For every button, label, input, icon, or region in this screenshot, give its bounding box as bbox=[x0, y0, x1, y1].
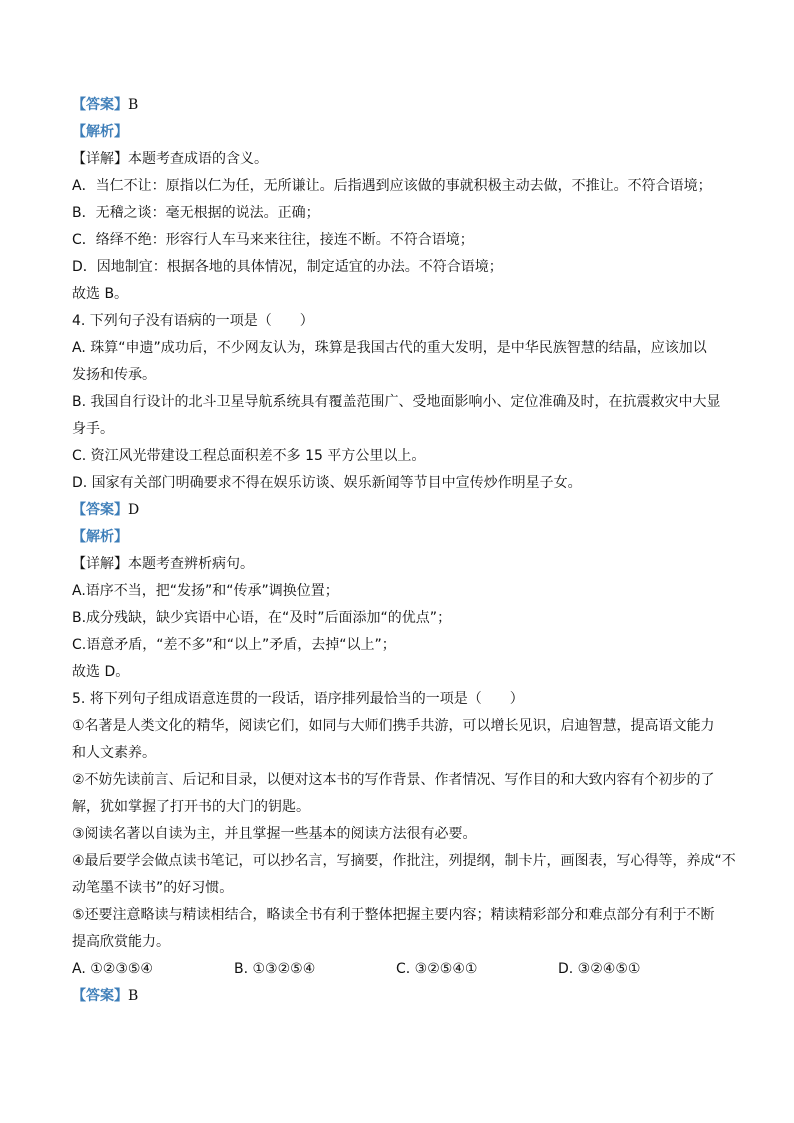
detail-text: 本题考查辨析病句。 bbox=[128, 556, 254, 572]
explanation-line: A．当仁不让：原指以仁为任，无所谦让。后指遇到应该做的事就积极主动去做，不推让。不符合语境； bbox=[72, 178, 712, 194]
answer-tag: 【答案】 bbox=[72, 988, 128, 1004]
question-stem: 4. 下列句子没有语病的一项是（ ） bbox=[72, 313, 314, 329]
answer-options bbox=[72, 956, 732, 983]
option-c: C. ③②⑤④① bbox=[396, 961, 478, 977]
answer-line bbox=[72, 92, 732, 119]
sentence-cont: 动笔墨不读书”的好习惯。 bbox=[72, 880, 234, 896]
analysis-line bbox=[72, 119, 732, 146]
answer-tag: 【答案】 bbox=[72, 502, 128, 518]
detail-line bbox=[72, 146, 732, 173]
detail-text: 本题考查成语的含义。 bbox=[128, 151, 268, 167]
question-option-cont: 身手。 bbox=[72, 421, 114, 437]
analysis-tag: 【解析】 bbox=[72, 529, 128, 545]
detail-tag: 【详解】 bbox=[72, 151, 128, 167]
sentence-cont: 提高欣赏能力。 bbox=[72, 934, 170, 950]
explanation-line: C.语意矛盾，“差不多”和“以上”矛盾，去掉“以上”； bbox=[72, 637, 396, 653]
answer-value: B bbox=[128, 97, 139, 113]
document-page bbox=[72, 92, 736, 1010]
sentence: ⑤还要注意略读与精读相结合，略读全书有利于整体把握主要内容；精读精彩部分和难点部分有利于不断 bbox=[72, 907, 715, 923]
option-d: D. ③②④⑤① bbox=[558, 961, 641, 977]
detail-line bbox=[72, 551, 732, 578]
analysis-line bbox=[72, 524, 732, 551]
option-b: B. ①③②⑤④ bbox=[234, 961, 316, 977]
explanation-line: B．无稽之谈：毫无根据的说法。正确； bbox=[72, 205, 320, 221]
option-a: A. ①②③⑤④ bbox=[72, 961, 153, 977]
sentence-cont: 和人文素养。 bbox=[72, 745, 156, 761]
question-option: B. 我国自行设计的北斗卫星导航系统具有覆盖范围广、受地面影响小、定位准确及时，在抗震救灾中大显 bbox=[72, 394, 721, 410]
answer-value: B bbox=[128, 988, 139, 1004]
explanation-line: A.语序不当，把“发扬”和“传承”调换位置； bbox=[72, 583, 339, 599]
answer-line bbox=[72, 497, 732, 524]
sentence: ③阅读名著以自读为主，并且掌握一些基本的阅读方法很有必要。 bbox=[72, 826, 477, 842]
sentence: ②不妨先读前言、后记和目录，以便对这本书的写作背景、作者情况、写作目的和大致内容有个初步的了 bbox=[72, 772, 715, 788]
explanation-line: C．络绎不绝：形容行人车马来来往往，接连不断。不符合语境； bbox=[72, 232, 474, 248]
question-option: C. 资江风光带建设工程总面积差不多 15 平方公里以上。 bbox=[72, 448, 426, 464]
question-option-cont: 发扬和传承。 bbox=[72, 367, 156, 383]
sentence: ④最后要学会做点读书笔记，可以抄名言，写摘要，作批注，列提纲，制卡片，画图表，写心得等，养成“不 bbox=[72, 853, 736, 869]
conclusion-line: 故选 B。 bbox=[72, 286, 129, 302]
question-option: A. 珠算“申遗”成功后，不少网友认为，珠算是我国古代的重大发明，是中华民族智慧的结晶，应该加以 bbox=[72, 340, 707, 356]
analysis-tag: 【解析】 bbox=[72, 124, 128, 140]
question-stem: 5. 将下列句子组成语意连贯的一段话，语序排列最恰当的一项是（ ） bbox=[72, 691, 524, 707]
answer-value: D bbox=[128, 502, 140, 518]
explanation-line: D．因地制宜：根据各地的具体情况，制定适宜的办法。不符合语境； bbox=[72, 259, 503, 275]
explanation-line: B.成分残缺，缺少宾语中心语，在“及时”后面添加“的优点”； bbox=[72, 610, 452, 626]
conclusion-line: 故选 D。 bbox=[72, 664, 130, 680]
detail-tag: 【详解】 bbox=[72, 556, 128, 572]
question-option: D. 国家有关部门明确要求不得在娱乐访谈、娱乐新闻等节目中宣传炒作明星子女。 bbox=[72, 475, 582, 491]
answer-line bbox=[72, 983, 732, 1010]
answer-tag: 【答案】 bbox=[72, 97, 128, 113]
sentence: ①名著是人类文化的精华，阅读它们，如同与大师们携手共游，可以增长见识，启迪智慧，提高语文能力 bbox=[72, 718, 715, 734]
sentence-cont: 解，犹如掌握了打开书的大门的钥匙。 bbox=[72, 799, 310, 815]
